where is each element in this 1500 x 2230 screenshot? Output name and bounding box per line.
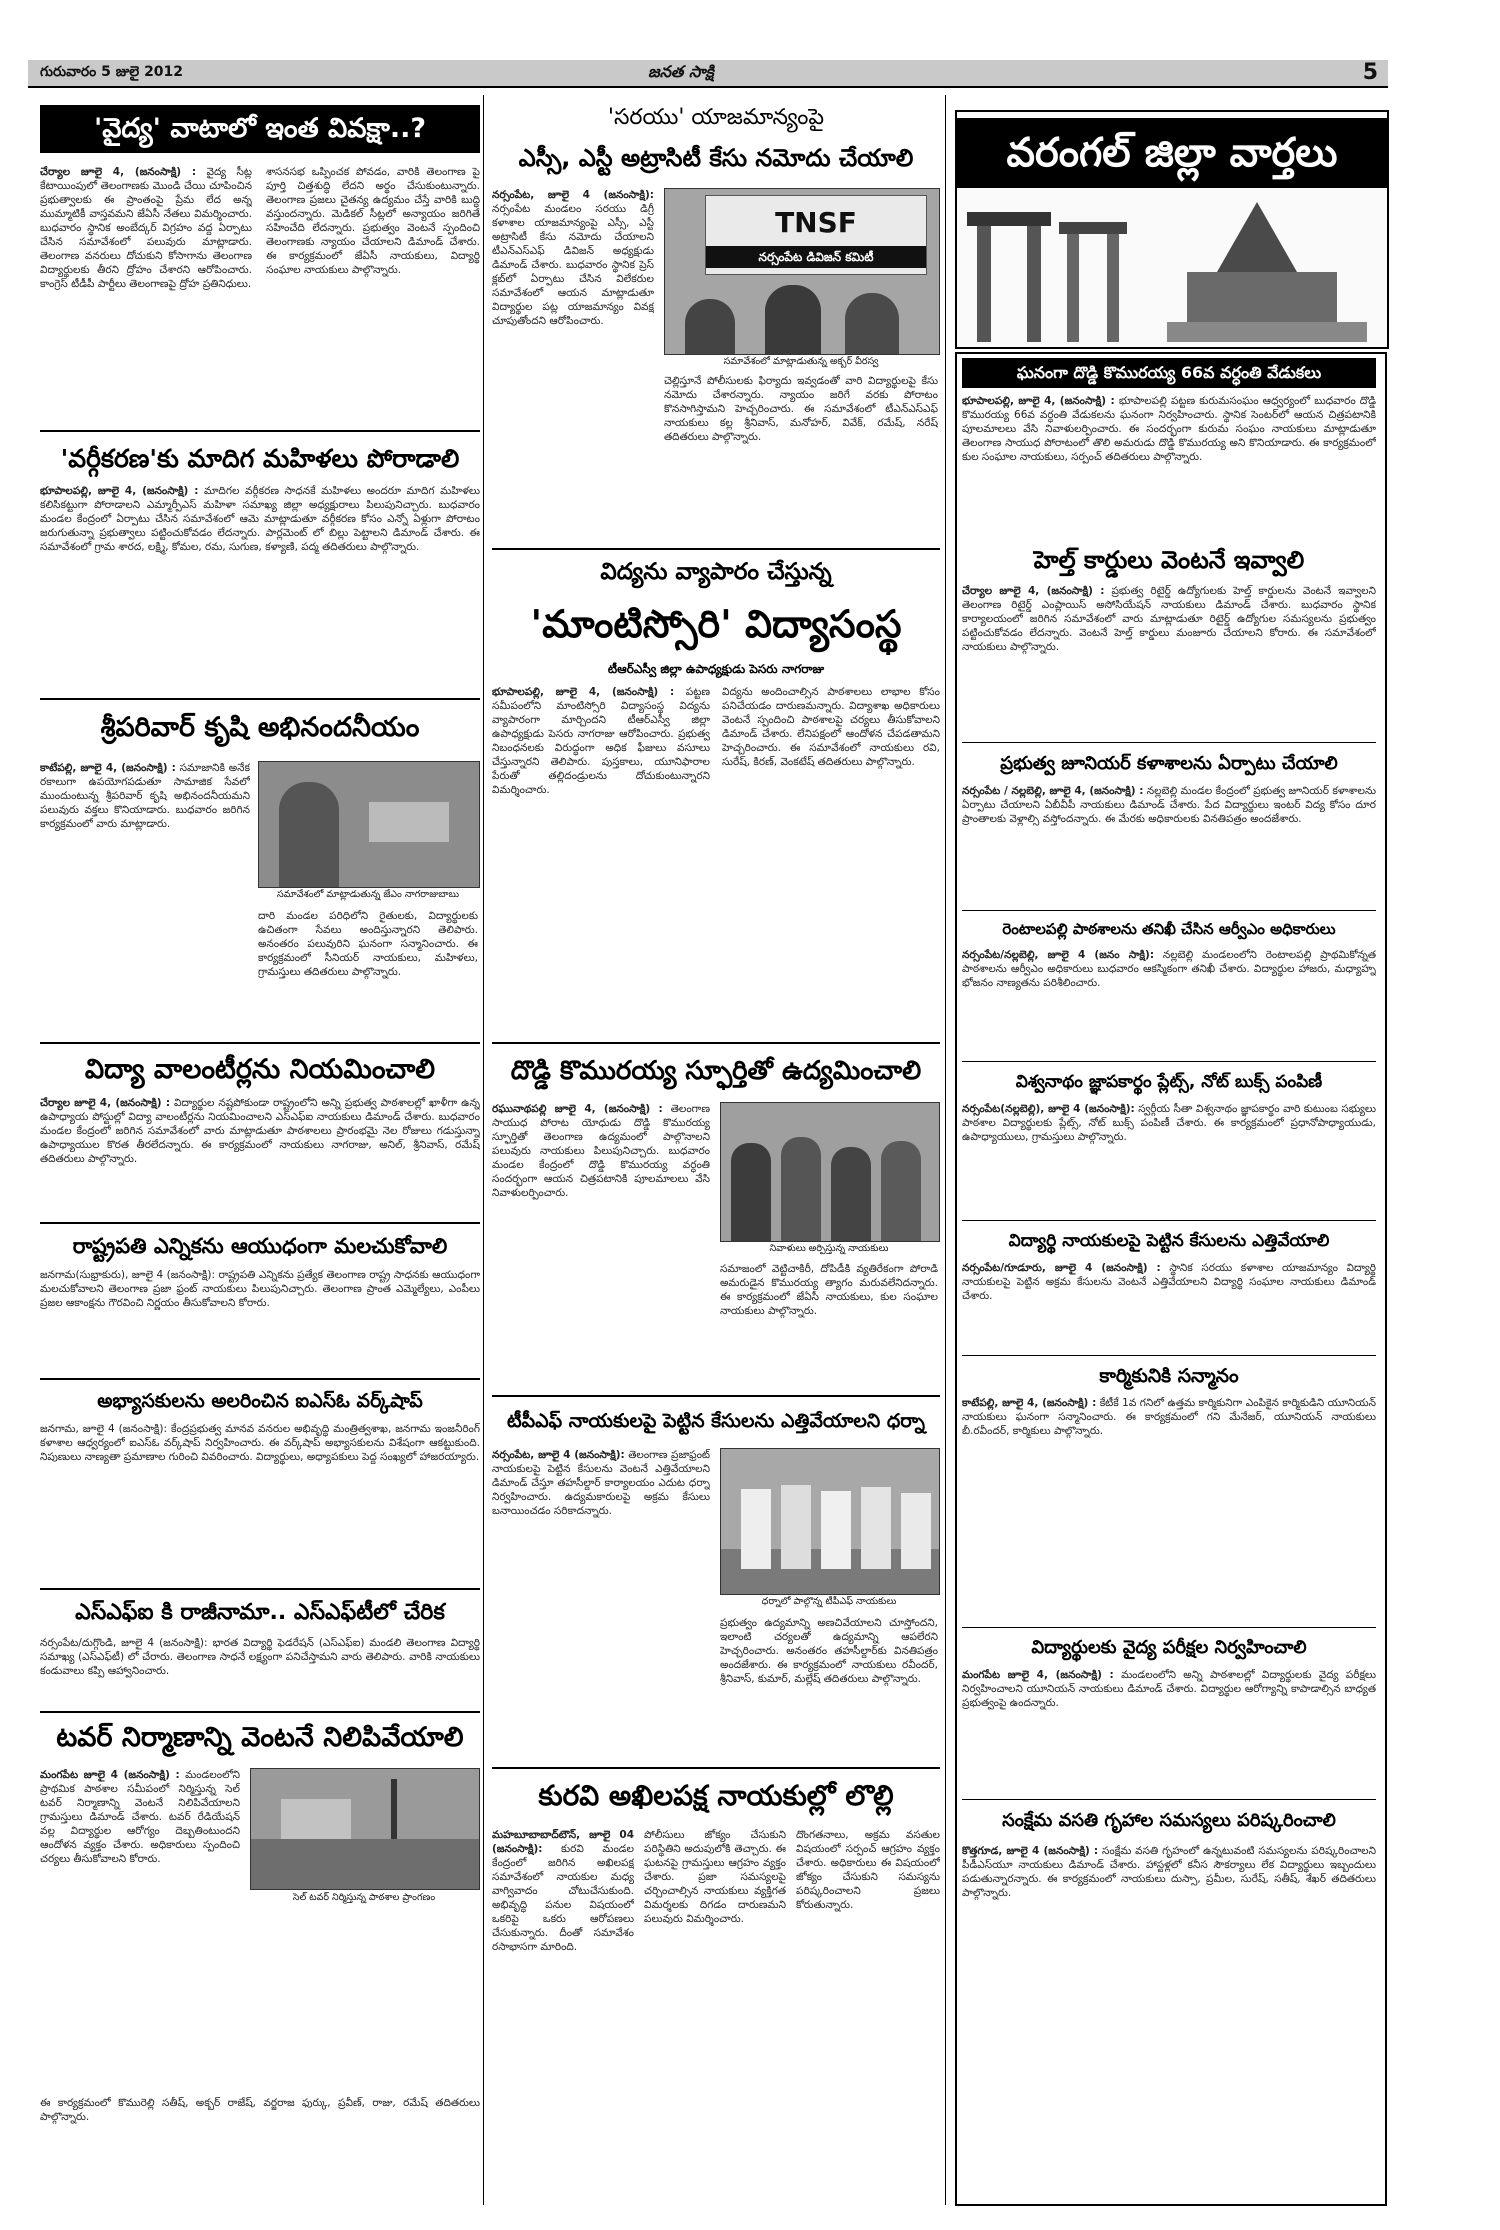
photo-caption: సమావేశంలో మాట్లాడుతున్న జేఎం నాగరాజుబాబు [277, 889, 459, 900]
article-text: సమాజానికి అనేక రకాలుగా ఉపయోగపడుతూ సామాజిక సేవలో ముందుంటున్న శ్రీపరివార్ కృషి అభినందనీయమని పలువురు వక్తలు కొనియాడారు. బుధవారం జరిగిన కార్యక్రమంలో వారు మాట్లాడారు. [40, 762, 250, 830]
gate-lintel [1059, 222, 1127, 234]
article-health-cards [962, 540, 1376, 740]
article-dateline: భూపాలపల్లి, జూలై 4, (జనంసాక్షి) : [962, 395, 1115, 407]
divider [40, 1042, 480, 1044]
article-dateline: చేర్యాల జూలై 4, (జనంసాక్షి) : [40, 166, 197, 178]
divider [40, 1711, 480, 1713]
article-president-election [40, 1228, 480, 1376]
issue-date: గురువారం 5 జులై 2012 [40, 64, 184, 80]
article-headline: విద్యా వాలంటీర్లను నియమించాలి [84, 1054, 436, 1085]
divider [492, 1767, 940, 1769]
article-headline: దొడ్డి కొమురయ్య స్ఫూర్తితో ఉద్యమించాలి [510, 1056, 922, 1086]
news-photo [720, 1102, 940, 1242]
article-dateline: భూపాలపల్లి, జూలై 4, (జనంసాక్షి) : [40, 485, 199, 497]
article-headline: 'వర్గీకరణ'కు మాదిగ మహిళలు పోరాడాలి [60, 444, 460, 473]
article-classification [40, 438, 480, 696]
article-headline: హెల్త్ కార్డులు వెంటనే ఇవ్వాలి [1033, 546, 1305, 574]
article-body-col2: దారి మండల పరిధిలోని రైతులకు, విద్యార్థులకు ఉచితంగా సేవలు అందిస్తున్నారని తెలిపారు. అనంతరం పలువురిని ఘనంగా సన్మానించారు. ఈ కార్యక్రమంలో సీనియర్ నాయకులు, మహిళలు, గ్రామస్తులు తదితరులు పాల్గొన్నారు. [258, 910, 478, 978]
gate-pillar [1027, 222, 1041, 342]
article-text: నర్సంపేట మండలం సరయు డిగ్రీ కళాశాల యాజమాన్యంపై ఎస్సీ, ఎస్టీ అట్రాసిటీ కేసు నమోదు చేయాలని టీఎన్ఎస్ఎఫ్ డివిజన్ అధ్యక్షుడు డిమాండ్ చేశారు. బుధవారం స్థానిక ప్రెస్ క్లబ్‌లో ఏర్పాటు చేసిన విలేకరుల సమావేశంలో ఆయన మాట్లాడుతూ విద్యార్థుల పట్ల యాజమాన్యం వివక్ష చూపుతోందని ఆరోపించారు. [492, 203, 654, 327]
divider [492, 1042, 940, 1044]
article-sarayu-atrocity [492, 100, 940, 545]
article-text: కేటీకే 1వ గనిలో ఉత్తమ కార్మికునిగా ఎంపికైన కార్మికుడిని యూనియన్ నాయకులు ఘనంగా సన్మానించారు. ఈ కార్యక్రమంలో గని మేనేజర్, యూనియన్ నాయకులు బీ.రవీందర్, కార్మికులు పాల్గొన్నారు. [962, 1397, 1376, 1437]
photo-banner [705, 195, 927, 275]
article-books-distribution [962, 1066, 1376, 1218]
article-dateline: నర్సంపేట, జూలై 4 (జనంసాక్షి): [492, 1449, 625, 1461]
article-body-col3: దొంగతనాలు, అక్రమ వసతుల విషయంలో సర్పంచ్ ఆగ్రహం వ్యక్తం చేశారు. అధికారులు ఈ విషయంలో జోక్యం చేసుకుని సమస్యను పరిష్కరించాలని ప్రజలు కోరుతున్నారు. [796, 1829, 940, 1911]
article-body [962, 1102, 1376, 1218]
article-headline: టీపీఎఫ్ నాయకులపై పెట్టిన కేసులను ఎత్తివేయాలని ధర్నా [506, 1410, 926, 1432]
article-headline: 'మాంటిస్సోరి' విద్యాసంస్థ [530, 602, 902, 646]
divider [40, 1378, 480, 1380]
article-sfi-resign [40, 1594, 480, 1709]
article-text: సంక్షేమ వసతి గృహంలో ఉన్నటువంటి సమస్యలను పరిష్కరించాలని పీడీఎస్‌యూ నాయకులు డిమాండ్ చేశారు. హాస్టళ్లలో కనీస సౌకర్యాలు లేక విద్యార్థులు ఇబ్బందులు పడుతున్నారన్నారు. ఈ కార్యక్రమంలో నాయకులు దుస్సా, ప్రమీల, సురేష్, సతీష్, శేఖర్ తదితరులు పాల్గొన్నారు. [962, 1845, 1376, 1899]
divider [492, 548, 940, 550]
article-body: జనగామ(సుభ్రాకురు), జూలై 4 (జనంసాక్షి): రాష్ట్రపతి ఎన్నికను ప్రత్యేక తెలంగాణ రాష్ట్ర సాధనకు ఆయుధంగా మలచుకోవాలని తెలంగాణ ప్రజా ఫ్రంట్ నాయకులు పిలుపునిచ్చారు. తెలంగాణ ప్రాంత ఎమ్మెల్యేలు, ఎంపీలు ప్రజల ఆకాంక్షను గౌరవించి నిర్ణయం తీసుకోవాలని కోరారు. [40, 1269, 480, 1309]
article-headline: ఎస్సీ, ఎస్టీ అట్రాసిటీ కేసు నమోదు చేయాలి [518, 144, 914, 172]
article-body-col2: పోలీసులు జోక్యం చేసుకుని పరిస్థితిని అదుపులోకి తెచ్చారు. ఈ ఘటనపై గ్రామస్తులు ఆగ్రహం వ్యక్తం చేశారు. ప్రజా సమస్యలపై చర్చించాల్సిన నాయకులు వ్యక్తిగత విమర్శలకు దిగడం దారుణమని పలువురు విమర్శించారు. [644, 1829, 786, 1925]
article-body [40, 484, 480, 696]
article-body [962, 784, 1376, 908]
article-kicker: విద్యను వ్యాపారం చేస్తున్న [600, 559, 832, 585]
article-text: ప్రభుత్వ రిటైర్డ్ ఉద్యోగులకు హెల్త్ కార్డులను వెంటనే ఇవ్వాలని తెలంగాణ రిటైర్డ్ ఎంప్లాయిస్ అసోసియేషన్ నాయకులు డిమాండ్ చేశారు. బుధవారం స్థానిక కార్యాలయంలో జరిగిన సమావేశంలో వారు మాట్లాడుతూ రిటైర్డ్ ఉద్యోగుల సమస్యలను ప్రభుత్వం పట్టించుకోవడం లేదన్నారు. వెంటనే హెల్త్ కార్డులు మంజూరు చేయాలని కోరారు. ఈ సమావేశంలో నాయకులు పాల్గొన్నారు. [962, 585, 1376, 653]
divider [40, 1222, 480, 1224]
article-sriparivar [40, 705, 480, 1040]
article-body [962, 1844, 1376, 2196]
banner-subtext: నర్సంపేట డివిజన్ కమిటీ [706, 246, 926, 268]
article-headline: విద్యార్థులకు వైద్య పరీక్షల నిర్వహించాలి [1031, 1637, 1307, 1658]
news-photo [664, 188, 940, 355]
article-headline: ఎస్‌ఎఫ్‌ఐ కి రాజీనామా.. ఎస్‌ఎఫ్‌టీలో చేరిక [75, 1600, 445, 1625]
article-body [962, 394, 1376, 536]
article-headline: విశ్వనాథం జ్ఞాపకార్థం ప్లేట్స్, నోట్ బుక్స్ పంపిణీ [1015, 1072, 1323, 1092]
article-text: తెలంగాణ సాయుధ పోరాట యోధుడు దొడ్డి కొమురయ్య స్ఫూర్తితో తెలంగాణ ఉద్యమంలో పాల్గొనాలని పలువురు నాయకులు పిలుపునిచ్చారు. బుధవారం మండల కేంద్రంలో దొడ్డి కొమురయ్య వర్ధంతి సందర్భంగా ఆయన చిత్రపటానికి పూలమాలలు వేసి నివాళులర్పించారు. [492, 1103, 710, 1199]
temple-shikhara [1217, 202, 1297, 272]
article-headline: ఘనంగా దొడ్డి కొమురయ్య 66వ వర్ధంతి వేడుకలు [962, 358, 1376, 388]
paper-logo: జనత సాక్షి [648, 62, 714, 81]
article-body [492, 685, 710, 1040]
article-student-cases [962, 1225, 1376, 1353]
article-text: మండలంలోని ప్రాథమిక పాఠశాల సమీపంలో నిర్మిస్తున్న సెల్ టవర్ నిర్మాణాన్ని వెంటనే నిలిపివేయాలని గ్రామస్తులు డిమాండ్ చేశారు. టవర్ రేడియేషన్ వల్ల విద్యార్థుల ఆరోగ్యం దెబ్బతింటుందని ఆందోళన వ్యక్తం చేశారు. అధికారులు స్పందించి చర్యలు తీసుకోవాలని కోరారు. [40, 1769, 240, 1865]
article-headline: రాష్ట్రపతి ఎన్నికను ఆయుధంగా మలచుకోవాలి [72, 1234, 448, 1258]
banner-text: TNSF [775, 206, 857, 239]
article-headline: కురవి అఖిలపక్ష నాయకుల్లో లొల్లి [538, 1779, 894, 1812]
column-rule-2 [945, 95, 946, 2205]
page-number: 5 [1362, 60, 1378, 85]
photo-caption: నివాళులు అర్పిస్తున్న నాయకులు [769, 1243, 889, 1254]
divider [962, 1355, 1376, 1356]
article-dateline: మంగపేట జూలై 4 (జనంసాక్షి) : [40, 1769, 180, 1781]
news-photo [250, 1768, 480, 1890]
article-text: నల్లబెల్లి మండలంలోని రెంటాలపల్లి ప్రాథమికోన్నత పాఠశాలను ఆర్వీఎం అధికారులు బుధవారం ఆకస్మికంగా తనిఖీ చేశారు. విద్యార్థుల హాజరు, మధ్యాహ్న భోజనం నాణ్యతను పరిశీలించారు. [962, 949, 1376, 989]
article-body-col2: విద్యను అందించాల్సిన పాఠశాలలు లాభాల కోసం పనిచేయడం దారుణమన్నారు. విద్యాశాఖ అధికారులు వెంటనే స్పందించి పాఠశాలపై చర్యలు తీసుకోవాలని డిమాండ్ చేశారు. లేనిపక్షంలో ఆందోళన చేపడతామని హెచ్చరించారు. ఈ సమావేశంలో నాయకులు రవి, సురేష్, కిరణ్, వెంకటేష్ తదితరులు పాల్గొన్నారు. [722, 686, 940, 768]
article-body [40, 761, 250, 1040]
article-volunteers [40, 1048, 480, 1220]
article-dateline: నర్సంపేట, జూలై 4 (జనంసాక్షి): [492, 189, 654, 201]
article-iso-workshop [40, 1384, 480, 1586]
article-komurayya-anniversary [962, 358, 1376, 536]
article-dateline: నర్సంపేట(నల్లబెల్లి), జూలై 4 (జనంసాక్షి): [962, 1103, 1135, 1115]
article-body [40, 165, 252, 430]
divider [962, 910, 1376, 911]
article-dateline: రఘునాథపల్లి జూలై 4, (జనంసాక్షి) : [492, 1103, 663, 1115]
article-body: జనగామ, జూలై 4 (జనంసాక్షి): కేంద్రప్రభుత్వ మానవ వనరుల అభివృద్ధి మంత్రిత్వశాఖ, జనగామ ఇంజనీరింగ్ కళాశాల ఆధ్వర్యంలో ఐఎస్‌ఓ వర్క్‌షాప్ నిర్వహించారు. ఈ వర్క్‌షాప్ అభ్యాసకులను విశేషంగా ఆకట్టుకుంది. నిపుణులు నాణ్యతా ప్రమాణాల గురించి వివరించారు. విద్యార్థులు, అధ్యాపకులు పెద్ద సంఖ్యలో హాజరయ్యారు. [40, 1423, 480, 1463]
article-body [962, 1668, 1376, 1797]
article-dateline: చేర్యాల జూలై 4, (జనంసాక్షి) : [40, 1097, 171, 1109]
article-body-col2: ప్రభుత్వం ఉద్యమాన్ని అణచివేయాలని చూస్తోందని, ఇలాంటి చర్యలతో ఉద్యమాన్ని ఆపలేరని హెచ్చరించారు. అనంతరం తహసీల్దార్‌కు వినతిపత్రం అందజేశారు. ఈ కార్యక్రమంలో నాయకులు రవీందర్, శ్రీనివాస్, కుమార్, మల్లేష్ తదితరులు పాల్గొన్నారు. [720, 1617, 938, 1685]
article-body [40, 1096, 480, 1220]
gate-pillar [1067, 232, 1079, 342]
news-photo [720, 1448, 940, 1595]
article-text: మాదిగల వర్గీకరణ సాధనకే మహిళలు అందరూ మాదిగ మహిళలు కలిసికట్టుగా పోరాడాలని ఎమ్మార్పీఎస్ మహిళా సమాఖ్య జిల్లా అధ్యక్షురాలు పిలుపునిచ్చారు. బుధవారం మండల కేంద్రంలో ఏర్పాటు చేసిన సమావేశంలో ఆమె మాట్లాడుతూ వర్గీకరణ కోసం ఎన్నో ఏళ్లుగా పోరాటం జరుగుతున్నా ప్రభుత్వాలు పట్టించుకోవడం లేదన్నారు. పార్లమెంట్ లో బిల్లు పెట్టాలని డిమాండ్ చేశారు. ఈ సమావేశంలో గ్రామ శారద, లక్ష్మి, కోమల, రమ, సుగుణ, కళ్యాణి, పద్మ తదితరులు పాల్గొన్నారు. [40, 485, 480, 553]
article-body: నర్సంపేట/దుగ్గొండి, జూలై 4 (జనంసాక్షి): భారత విద్యార్థి ఫెడరేషన్ (ఎస్ఎఫ్ఐ) మండలి తెలంగాణ విద్యార్థి సమాఖ్య (ఎస్ఎఫ్‌టీ) లో చేరారు. తెలంగాణ సాధనే లక్ష్యంగా పనిచేస్తామని వారు తెలిపారు. వారికి నాయకులు కండువాలు కప్పి ఆహ్వానించారు. [40, 1637, 480, 1677]
article-headline: విద్యార్థి నాయకులపై పెట్టిన కేసులను ఎత్తివేయాలి [1008, 1231, 1330, 1251]
article-dateline: భూపాలపల్లి, జూలై 4, (జనంసాక్షి) : [492, 686, 675, 698]
photo-caption: సెల్ టవర్ నిర్మిస్తున్న పాఠశాల ప్రాంగణం [292, 1892, 436, 1903]
article-kuravi-parties [492, 1772, 940, 2204]
article-body [492, 188, 654, 543]
divider [40, 1588, 480, 1590]
article-dateline: కాటేపల్లి, జూలై 4, (జనంసాక్షి) : [962, 1397, 1097, 1409]
article-body [492, 1828, 634, 2204]
divider [40, 698, 480, 700]
article-text: స్వర్గీయ సీతా విశ్వనాథం జ్ఞాపకార్థం వారి కుటుంబ సభ్యులు పాఠశాల విద్యార్థులకు ప్లేట్స్, నోట్ బుక్స్ పంపిణీ చేశారు. ఈ కార్యక్రమంలో ప్రధానోపాధ్యాయుడు, ఉపాధ్యాయులు, గ్రామస్తులు పాల్గొన్నారు. [962, 1103, 1376, 1143]
article-headline: శ్రీపరివార్ కృషి అభినందనీయం [100, 712, 420, 743]
article-dateline: మహబూబాబాద్‌టౌన్, జూలై 04 (జనంసాక్షి): [492, 1829, 634, 1855]
divider [492, 1395, 940, 1397]
photo-caption: సమావేశంలో మాట్లాడుతున్న అక్బర్ వీరస్వ [723, 356, 879, 367]
divider [40, 430, 480, 432]
article-dateline: చేర్యాల జూలై 4, (జనంసాక్షి) : [962, 585, 1105, 597]
article-headline: సంక్షేమ వసతి గృహాల సమస్యలు పరిష్కరించాలి [1002, 1810, 1336, 1831]
column-rule-1 [483, 95, 484, 2205]
warangal-banner [955, 110, 1389, 349]
article-junior-college [962, 748, 1376, 908]
article-dateline: నర్సంపేట/గూడూరు, జూలై 4 (జనంసాక్షి) : [962, 1262, 1161, 1274]
article-text: తెలంగాణ ప్రజాఫ్రంట్ నాయకులపై పెట్టిన కేసులను వెంటనే ఎత్తివేయాలని డిమాండ్ చేస్తూ తహసీల్దార్ కార్యాలయం ఎదుట ధర్నా నిర్వహించారు. ఉద్యమకారులపై అక్రమ కేసులు బనాయించడం సరికాదన్నారు. [492, 1449, 710, 1517]
gate-lintel [967, 212, 1051, 226]
article-welfare-hostels [962, 1804, 1376, 2196]
article-medical-seats [40, 105, 480, 430]
article-medical-tests [962, 1632, 1376, 1797]
article-body-col2: సమాజంలో వెట్టిచాకిరీ, దోపిడీకి వ్యతిరేకంగా పోరాడి అమరుడైన కొమురయ్య త్యాగం మరువలేనిదన్నారు. ఈ కార్యక్రమంలో జేఏసీ నాయకులు, కుల సంఘాల నాయకులు పాల్గొన్నారు. [720, 1263, 938, 1317]
article-rvm-inspection [962, 914, 1376, 1059]
article-tpf-dharna [492, 1400, 940, 1765]
article-text: స్థానిక సరయు కళాశాల యాజమాన్యం విద్యార్థి నాయకులపై పెట్టిన అక్రమ కేసులను వెంటనే ఎత్తివేయాలని విద్యార్థి సంఘాల నాయకులు డిమాండ్ చేశారు. [962, 1262, 1376, 1302]
gate-pillar [1107, 232, 1119, 342]
gate-pillar [977, 222, 991, 342]
article-text: విద్యార్థుల నష్టపోకుండా రాష్ట్రంలోని అన్ని ప్రభుత్వ పాఠశాలల్లో ఖాళీగా ఉన్న ఉపాధ్యాయ పోస్టుల్లో విద్యా వాలంటీర్లను నియమించాలని ఎస్ఎఫ్ఐ నాయకులు డిమాండ్ చేశారు. బుధవారం మండల కేంద్రంలో జరిగిన సమావేశంలో వారు మాట్లాడుతూ పాఠశాలలు ప్రారంభమై నెల రోజులు గడుస్తున్నా ఉపాధ్యాయుల కొరత తీరలేదన్నారు. ఈ కార్యక్రమంలో నాయకులు నాగరాజు, అనిల్, శ్రీనివాస్, రమేష్ తదితరులు పాల్గొన్నారు. [40, 1097, 480, 1165]
article-text: నల్లబెల్లి మండల కేంద్రంలో ప్రభుత్వ జూనియర్ కళాశాలను ఏర్పాటు చేయాలని ఏబీవీపీ నాయకులు డిమాండ్ చేశారు. పేద విద్యార్థులు ఇంటర్ విద్య కోసం దూర ప్రాంతాలకు వెళ్లాల్సి వస్తోందన్నారు. ఈ మేరకు అధికారులకు వినతిపత్రం అందజేశారు. [962, 785, 1376, 825]
article-dateline: కొత్తగూడ, జూలై 4 (జనంసాక్షి) : [962, 1845, 1099, 1857]
article-dateline: నర్సంపేట/నల్లబెల్లి, జూలై 4 (జనం సాక్షి): [962, 949, 1155, 961]
article-text: మండలంలోని అన్ని పాఠశాలల్లో విద్యార్థులకు వైద్య పరీక్షలు నిర్వహించాలని యూనియన్ నాయకులు డిమాండ్ చేశారు. విద్యార్థుల ఆరోగ్యాన్ని కాపాడాల్సిన బాధ్యత ప్రభుత్వంపై ఉందన్నారు. [962, 1669, 1376, 1709]
article-body-tail: ఈ కార్యక్రమంలో కొమురెల్లి సతీష్, అక్బర్ రాజేష్, వర్జరాజ ఫుర్కు, ప్రవీణ్, రాజు, రమేష్ తదితరులు పాల్గొన్నారు. [40, 2097, 480, 2123]
news-photo [258, 761, 480, 888]
article-byline: టీఆర్ఎస్వీ జిల్లా ఉపాధ్యక్షుడు పెసరు నాగరాజు [607, 662, 825, 676]
article-worker-felicitation [962, 1360, 1376, 1625]
article-body [40, 1768, 240, 2088]
article-body [962, 1396, 1376, 1625]
divider [962, 1627, 1376, 1628]
article-text: భూపాలపల్లి పట్టణ కురుమసంఘం ఆధ్వర్యంలో బుధవారం దొడ్డి కొమురయ్య 66వ వర్ధంతి వేడుకలను ఘనంగా నిర్వహించారు. స్థానిక సెంటర్‌లో ఆయన చిత్రపటానికి పూలమాలలు వేసి నివాళులర్పించారు. ఈ సందర్భంగా కురుమ సంఘం నాయకులు మాట్లాడుతూ తెలంగాణ సాయుధ పోరాటంలో తొలి అమరుడు దొడ్డి కొమురయ్య అని కొనియాడారు. ఈ కార్యక్రమంలో కుల సంఘాల నాయకులు, సర్పంచ్ తదితరులు పాల్గొన్నారు. [962, 395, 1376, 463]
article-headline: కార్మికునికి సన్మానం [1099, 1365, 1239, 1387]
article-doddi-komurayya [492, 1048, 940, 1393]
kakatiya-gateway-illustration [957, 192, 1387, 347]
article-dateline: నర్సంపేట / నల్లబెల్లి, జూలై 4, (జనంసాక్షి) : [962, 785, 1144, 797]
article-body [492, 1102, 710, 1393]
article-text: కురవి మండల కేంద్రంలో జరిగిన అఖిలపక్ష సమావేశంలో నాయకుల మధ్య వాగ్వివాదం చోటుచేసుకుంది. అభివృద్ధి పనుల విషయంలో ఒకరిపై ఒకరు ఆరోపణలు చేసుకున్నారు. దీంతో సమావేశం రసాభాసగా మారింది. [492, 1843, 634, 1953]
article-montessori [492, 555, 940, 1040]
article-kicker: 'సరయు' యాజమాన్యంపై [607, 105, 825, 130]
article-headline: అభ్యాసకులను అలరించిన ఐఎస్‌ఓ వర్క్‌షాప్ [97, 1390, 423, 1412]
temple-steps [1167, 322, 1367, 342]
article-headline: టవర్ నిర్మాణాన్ని వెంటనే నిలిపివేయాలి [56, 1722, 464, 1753]
masthead [28, 60, 1388, 88]
article-body [492, 1448, 710, 1765]
article-body-col2: చెల్లిస్తూనే పోలీసులకు ఫిర్యాదు ఇవ్వడంతో వారి విద్యార్థులపై కేసు నమోదు చేశారన్నారు. న్యాయం జరిగే వరకు పోరాటం కొనసాగిస్తామని హెచ్చరించారు. ఈ సమావేశంలో టీఎన్ఎస్ఎఫ్ నాయకులు కల్ల శ్రీనివాస్, మనోహర్, వివేక్, రమేష్, నరేష్ తదితరులు పాల్గొన్నారు. [664, 375, 938, 443]
article-dateline: మంగపేట జూలై 4, (జనంసాక్షి) : [962, 1669, 1114, 1681]
divider [962, 1061, 1376, 1062]
article-cell-tower [40, 1716, 480, 2206]
article-body [962, 1261, 1376, 1353]
article-body [962, 948, 1376, 1059]
article-text: పట్టణ సమీపంలోని మాంటిస్సోరి విద్యాసంస్థ విద్యను వ్యాపారంగా మార్చిందని టీఆర్ఎస్వీ జిల్లా ఉపాధ్యక్షుడు పెసరు నాగరాజు ఆరోపించారు. ప్రభుత్వ నిబంధనలకు విరుద్ధంగా అధిక ఫీజులు వసూలు చేస్తున్నారని తెలిపారు. పుస్తకాలు, యూనిఫారాల పేరుతో తల్లిదండ్రులను దోచుకుంటున్నారని విమర్శించారు. [492, 686, 710, 796]
article-headline: ప్రభుత్వ జూనియర్ కళాశాలను ఏర్పాటు చేయాలి [1000, 753, 1338, 774]
photo-caption: ధర్నాలో పాల్గొన్న టీపీఎఫ్ నాయకులు [761, 1596, 897, 1607]
article-text: వైద్య సీట్ల కేటాయింపులో తెలంగాణకు మొండి చేయి చూపించిన ప్రభుత్వాలకు ఈ ప్రాంతంపై ప్రేమ లేద అన్న ముమ్మాటికీ వాస్తవమని జేఏసీ నేతలు విమర్శించారు. బుధవారం స్థానిక అంబేద్కర్ విగ్రహం వద్ద ఏర్పాటు చేసిన సమావేశంలో పలువురు మాట్లాడారు. తెలంగాణ వనరులు దోచుకుని కోసాగాను తెలంగాణ విద్యార్థులకు తీరని ద్రోహం చేశారని ఆరోపించారు. కాంగ్రెస్ టీడీపీ పార్టీలు తెలంగాణపై ద్రోహ ప్రతినిధులు. [40, 166, 252, 290]
banner-title: వరంగల్ జిల్లా వార్తలు [957, 118, 1387, 188]
divider [962, 1799, 1376, 1800]
article-headline: 'వైద్య' వాటాలో ఇంత వివక్షా..? [40, 105, 480, 153]
article-dateline: కాటేపల్లి, జూలై 4, (జనంసాక్షి) : [40, 762, 176, 774]
article-body-col2: శాసనసభ ఒప్పించక పోవడం, వారికి తెలంగాణ పై పూర్తి చిత్తశుద్ధి లేదని అర్థం చేసుకుంటున్నారు. తెలంగాణ ప్రజలు చైతన్య ఉద్యమం చేస్తే వారికి బుద్ధి వస్తుందన్నారు. మెడికల్ సీట్లలో అన్యాయం జరిగితే సహించేది లేదన్నారు. ప్రభుత్వం వెంటనే స్పందించి తెలంగాణకు న్యాయం చేయాలని డిమాండ్ చేశారు. ఈ కార్యక్రమంలో జేఏసీ నాయకులు, విద్యార్థి సంఘాల నాయకులు పాల్గొన్నారు. [266, 166, 480, 276]
article-headline: రెంటాలపల్లి పాఠశాలను తనిఖీ చేసిన ఆర్వీఎం అధికారులు [1002, 920, 1336, 938]
article-body [962, 584, 1376, 740]
divider [962, 742, 1376, 743]
divider [962, 1220, 1376, 1221]
